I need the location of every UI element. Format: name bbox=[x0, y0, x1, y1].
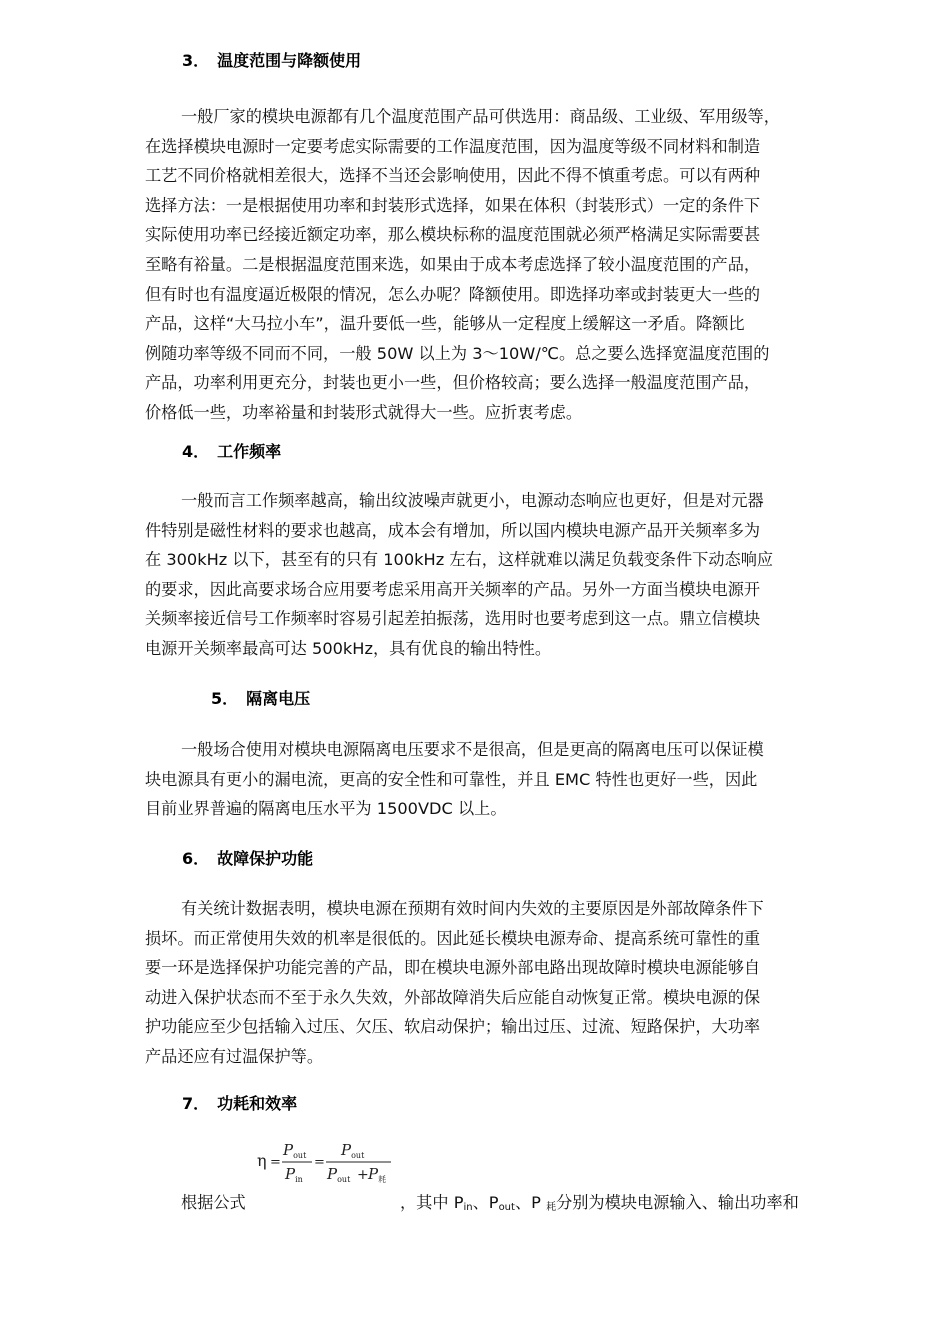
paragraph-line: 损坏。而正常使用失效的机率是很低的。因此延长模块电源寿命、提高系统可靠性的重 bbox=[145, 928, 761, 948]
section-heading-7 bbox=[182, 1093, 297, 1115]
paragraph-line: 至略有裕量。二是根据温度范围来选，如果由于成本考虑选择了较小温度范围的产品， bbox=[145, 254, 761, 274]
paragraph-line: 一般厂家的模块电源都有几个温度范围产品可供选用：商品级、工业级、军用级等， bbox=[181, 107, 780, 126]
efficiency-formula bbox=[255, 1135, 395, 1191]
equals-sign: = bbox=[314, 1155, 325, 1170]
section-number: 5． bbox=[211, 689, 239, 708]
section-paragraph-3 bbox=[145, 102, 875, 428]
section-number: 4． bbox=[182, 442, 210, 461]
paragraph-line: 在 300kHz 以下，甚至有的只有 100kHz 左右，这样就难以满足负载变条件下动态响应 bbox=[145, 550, 774, 570]
pout-symbol: $P_{out}$ bbox=[341, 1141, 365, 1160]
paragraph-line: 要一环是选择保护功能完善的产品，即在模块电源外部电路出现故障时模块电源能够自 bbox=[145, 958, 761, 978]
paragraph-line: 例随功率等级不同而不同，一般 50W 以上为 3～10W/℃。总之要么选择宽温度范围的 bbox=[145, 343, 770, 363]
section-paragraph-4 bbox=[145, 486, 875, 664]
plus-sign: + bbox=[357, 1167, 369, 1183]
section-title: 故障保护功能 bbox=[217, 849, 314, 868]
eta-symbol: η bbox=[257, 1151, 267, 1170]
paragraph-line: 动进入保护状态而不至于永久失效，外部故障消失后应能自动恢复正常。模块电源的保 bbox=[145, 987, 761, 1007]
paragraph-line: 实际使用功率已经接近额定功率，那么模块标称的温度范围就必须严格满足实际需要甚 bbox=[145, 225, 761, 245]
section-title: 隔离电压 bbox=[246, 689, 311, 708]
paragraph-line: 产品，功率利用更充分，封装也更小一些，但价格较高；要么选择一般温度范围产品， bbox=[145, 373, 761, 393]
section-number: 6． bbox=[182, 849, 210, 868]
pout-symbol: $P_{out}$ bbox=[283, 1141, 307, 1160]
paragraph-line: 的要求，因此高要求场合应用要考虑采用高开关频率的产品。另外一方面当模块电源开 bbox=[145, 579, 761, 599]
paragraph-line: 护功能应至少包括输入过压、欠压、软启动保护；输出过压、过流、短路保护，大功率 bbox=[145, 1017, 761, 1037]
paragraph-line: 电源开关频率最高可达 500kHz，具有优良的输出特性。 bbox=[145, 638, 552, 658]
section-heading-5 bbox=[211, 688, 310, 710]
paragraph-line: 件特别是磁性材料的要求也越高，成本会有增加，所以国内模块电源产品开关频率多为 bbox=[145, 520, 761, 540]
paragraph-line: 产品，这样“大马拉小车”，温升要低一些，能够从一定程度上缓解这一矛盾。降额比 bbox=[145, 314, 745, 334]
paragraph-line: 在选择模块电源时一定要考虑实际需要的工作温度范围，因为温度等级不同材料和制造 bbox=[145, 136, 761, 156]
section-paragraph-5 bbox=[145, 735, 875, 824]
paragraph-line: 产品还应有过温保护等。 bbox=[145, 1046, 324, 1066]
section-paragraph-6 bbox=[145, 894, 875, 1072]
paragraph-line: 价格低一些，功率裕量和封装形式就得大一些。应折衷考虑。 bbox=[145, 402, 583, 422]
formula-lead-text: 根据公式 bbox=[181, 1193, 246, 1212]
paragraph-line: 目前业界普遍的隔离电压水平为 1500VDC 以上。 bbox=[145, 799, 507, 819]
paragraph-line: 但有时也有温度逼近极限的情况，怎么办呢？降额使用。即选择功率或封装更大一些的 bbox=[145, 284, 761, 304]
section-title: 功耗和效率 bbox=[217, 1094, 298, 1113]
section-number: 3． bbox=[182, 51, 210, 70]
paragraph-line: 工艺不同价格就相差很大，选择不当还会影响使用，因此不得不慎重考虑。可以有两种 bbox=[145, 166, 761, 186]
efficiency-formula-line bbox=[145, 1135, 905, 1225]
section-title: 温度范围与降额使用 bbox=[217, 51, 362, 70]
paragraph-line: 一般而言工作频率越高，输出纹波噪声就更小，电源动态响应也更好，但是对元器 bbox=[181, 491, 764, 510]
ploss-symbol: $P_耗$ bbox=[368, 1165, 387, 1184]
pin-symbol: $P_{in}$ bbox=[285, 1165, 303, 1184]
paragraph-line: 一般场合使用对模块电源隔离电压要求不是很高，但是更高的隔离电压可以保证模 bbox=[181, 740, 764, 759]
section-title: 工作频率 bbox=[217, 442, 282, 461]
equals-sign: = bbox=[270, 1155, 281, 1170]
section-heading-3 bbox=[182, 50, 361, 72]
formula-tail-text: ，其中 $P_{in}$、$P_{out}$、P $_耗$分别为模块电源输入、输出功率和 bbox=[400, 1193, 799, 1213]
paragraph-line: 关频率接近信号工作频率时容易引起差拍振荡，选用时也要考虑到这一点。鼎立信模块 bbox=[145, 609, 761, 629]
section-number: 7． bbox=[182, 1094, 210, 1113]
section-heading-4 bbox=[182, 441, 281, 463]
section-heading-6 bbox=[182, 848, 313, 870]
paragraph-line: 有关统计数据表明，模块电源在预期有效时间内失效的主要原因是外部故障条件下 bbox=[181, 899, 764, 918]
paragraph-line: 块电源具有更小的漏电流，更高的安全性和可靠性，并且 EMC 特性也更好一些，因此 bbox=[145, 769, 758, 789]
pout-symbol: $P_{out}$ bbox=[327, 1165, 351, 1184]
paragraph-line: 选择方法：一是根据使用功率和封装形式选择，如果在体积（封装形式）一定的条件下 bbox=[145, 195, 761, 215]
